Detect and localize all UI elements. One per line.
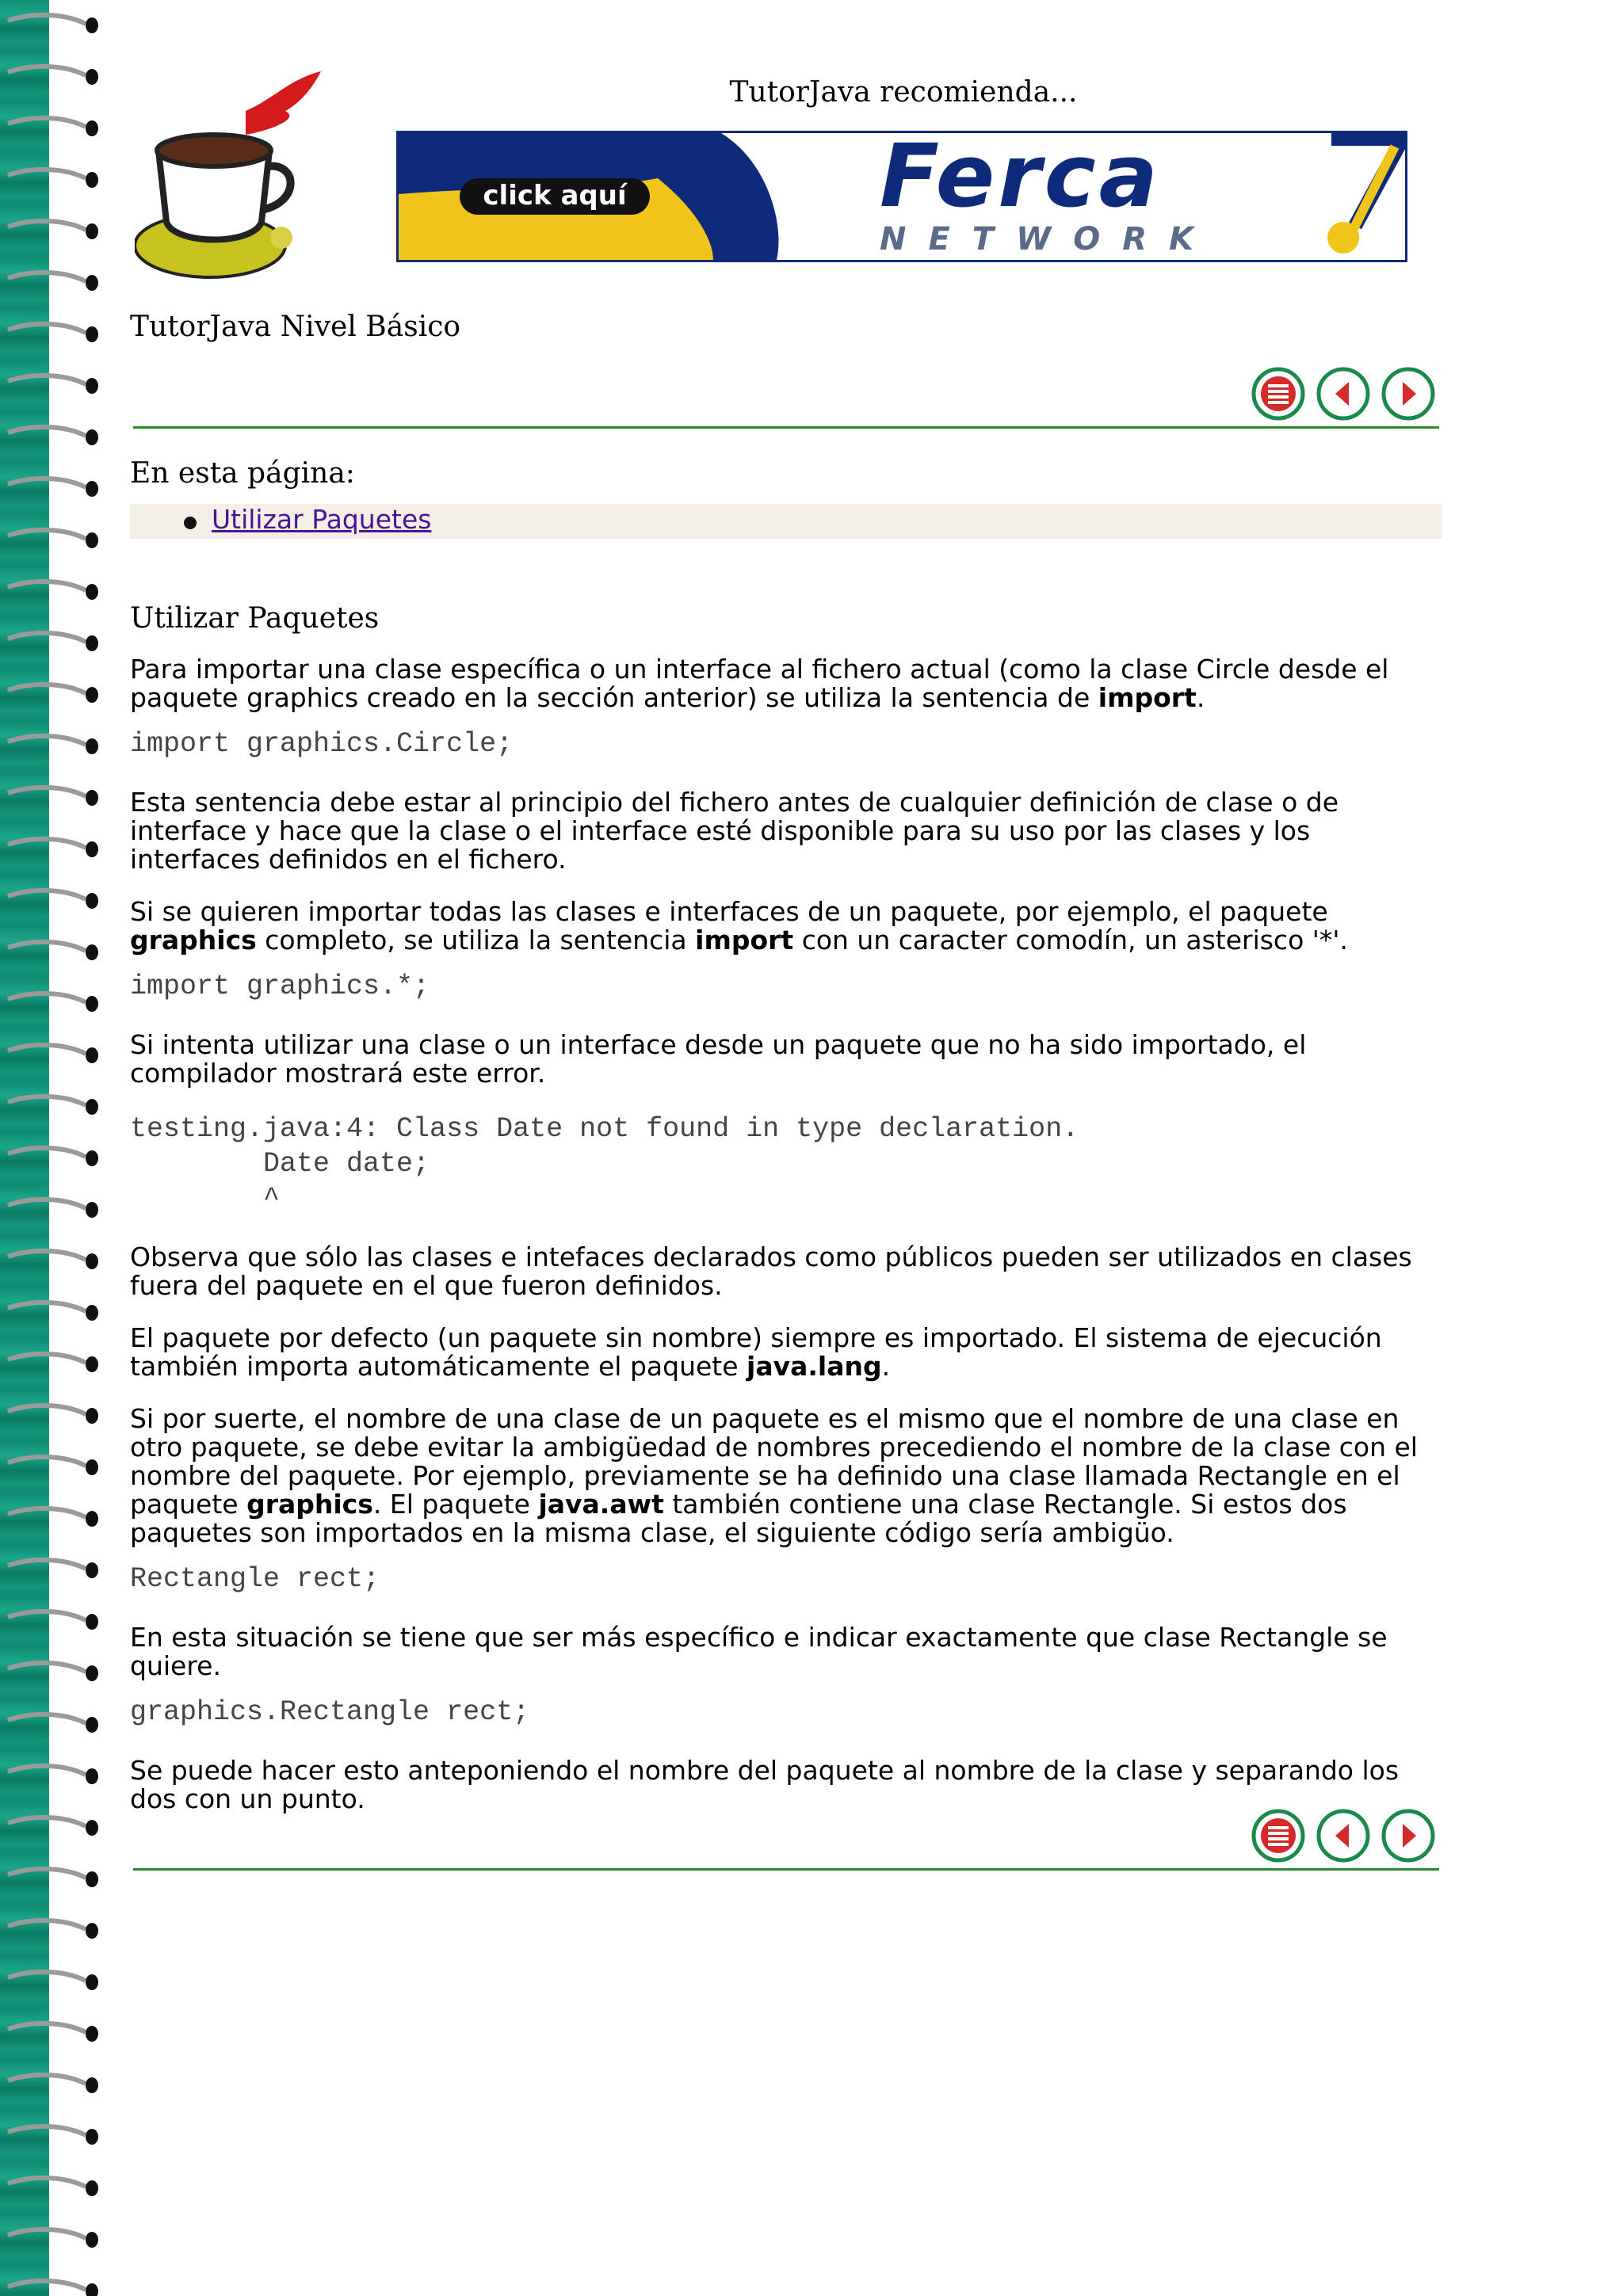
binding-ring: [8, 1663, 98, 1681]
binding-ring: [8, 942, 98, 960]
previous-button[interactable]: [1316, 366, 1371, 421]
binding-ring: [8, 15, 98, 33]
code-error-output: testing.java:4: Class Date not found in type declaration. Date date; ^: [130, 1113, 1079, 1215]
binding-ring: [8, 1766, 98, 1784]
binding-ring: [8, 1199, 98, 1218]
binding-ring: [8, 2281, 98, 2296]
paragraph-2: Esta sentencia debe estar al principio del fichero antes de cualquier definición de clase o de interface y hace que la clase o el interface esté disponible para su uso por las clases y los interfaces definidos en el fichero.: [130, 787, 1339, 875]
top-navigation: [1251, 366, 1436, 421]
binding-ring: [8, 1560, 98, 1578]
binding-ring: [8, 118, 98, 136]
binding-ring: [8, 479, 98, 497]
binding-ring: [8, 1097, 98, 1115]
article: [130, 602, 1445, 1837]
ferca-banner[interactable]: [396, 131, 1407, 262]
code-import-wildcard: import graphics.*;: [130, 971, 430, 1002]
binding-ring: [8, 1920, 98, 1939]
binding-ring: [8, 2229, 98, 2248]
site-title: TutorJava Nivel Básico: [130, 311, 461, 343]
binding-ring: [8, 1972, 98, 1990]
binding-ring: [8, 2075, 98, 2093]
binding-ring: [8, 376, 98, 394]
binding-ring: [8, 427, 98, 445]
binding-ring: [8, 1508, 98, 1527]
recommend-text: TutorJava recomienda...: [729, 76, 1078, 109]
binding-rings: [0, 0, 111, 2296]
binding-ring: [8, 1457, 98, 1475]
bottom-navigation: [1251, 1808, 1436, 1863]
paragraph-3: Si se quieren importar todas las clases e interfaces de un paquete, por ejemplo, el paquete graphics completo, se utiliza la sentencia import con un caracter comodín, un asterisco '*'.: [130, 896, 1348, 955]
binding-ring: [8, 839, 98, 857]
article-title: Utilizar Paquetes: [130, 602, 380, 635]
banner-brand: Ferca: [880, 131, 1161, 227]
code-rectangle: Rectangle rect;: [130, 1563, 380, 1595]
previous-button-bottom[interactable]: [1316, 1808, 1371, 1863]
next-button-bottom[interactable]: [1381, 1808, 1436, 1863]
binding-ring: [8, 1817, 98, 1836]
divider-bottom: [133, 1868, 1439, 1871]
code-graphics-rectangle: graphics.Rectangle rect;: [130, 1696, 530, 1728]
coffee-cup-logo: [135, 63, 341, 285]
binding-ring: [8, 530, 98, 548]
toc-heading: En esta página:: [130, 457, 355, 490]
binding-ring: [8, 1714, 98, 1733]
banner-cta: click aquí: [483, 180, 627, 212]
binding-ring: [8, 221, 98, 239]
binding-ring: [8, 273, 98, 291]
index-button[interactable]: [1251, 366, 1306, 421]
binding-ring: [8, 1869, 98, 1887]
binding-ring: [8, 1045, 98, 1063]
paragraph-1: Para importar una clase específica o un interface al fichero actual (como la clase Circle desde el paquete graphics creado en la sección anterior) se utiliza la sentencia de import.: [130, 654, 1389, 713]
paragraph-6: El paquete por defecto (un paquete sin nombre) siempre es importado. El sistema de ejecución también importa automáticamente el paquete java.lang.: [130, 1322, 1382, 1382]
table-of-contents: [130, 504, 1442, 539]
code-import-circle: import graphics.Circle;: [130, 728, 514, 760]
binding-ring: [8, 582, 98, 600]
binding-ring: [8, 1405, 98, 1424]
binding-ring: [8, 170, 98, 188]
paragraph-9: Se puede hacer esto anteponiendo el nombre del paquete al nombre de la clase y separando los dos con un punto.: [130, 1755, 1400, 1814]
spiral-binding: [0, 0, 111, 2296]
paragraph-7: Si por suerte, el nombre de una clase de un paquete es el mismo que el nombre de una clase en otro paquete, se debe evitar la ambigüedad de nombres precediendo el nombre de la clase con el nombre del paquete. Por ejemplo, previamente se ha definido una clase llamada Rectangle en el paquete graphics. El paquete java.awt también contiene una clase Rectangle. Si estos dos paquetes son importados en la misma clase, el siguiente código sería ambigüo.: [130, 1403, 1418, 1548]
index-button-bottom[interactable]: [1251, 1808, 1306, 1863]
binding-ring: [8, 736, 98, 754]
banner-sub: NETWORK: [880, 221, 1216, 257]
binding-ring: [8, 891, 98, 909]
paragraph-5: Observa que sólo las clases e intefaces declarados como públicos pueden ser utilizados en clases fuera del paquete en el que fueron definidos.: [130, 1241, 1412, 1301]
binding-ring: [8, 2178, 98, 2196]
binding-ring: [8, 1611, 98, 1630]
binding-ring: [8, 685, 98, 703]
binding-ring: [8, 1148, 98, 1166]
binding-ring: [8, 994, 98, 1012]
binding-ring: [8, 633, 98, 651]
binding-ring: [8, 788, 98, 806]
binding-ring: [8, 2023, 98, 2042]
paragraph-4: Si intenta utilizar una clase o un interface desde un paquete que no ha sido importado, el compilador mostrará este error.: [130, 1029, 1307, 1089]
binding-ring: [8, 1251, 98, 1269]
toc-link-utilizar-paquetes[interactable]: Utilizar Paquetes: [212, 504, 432, 535]
bullet-icon: [184, 517, 197, 529]
binding-ring: [8, 67, 98, 85]
binding-ring: [8, 324, 98, 342]
paragraph-8: En esta situación se tiene que ser más específico e indicar exactamente que clase Rectangle se quiere.: [130, 1622, 1388, 1681]
next-button[interactable]: [1381, 366, 1436, 421]
binding-ring: [8, 1302, 98, 1321]
binding-ring: [8, 2126, 98, 2145]
divider-top: [133, 426, 1439, 429]
binding-ring: [8, 1354, 98, 1372]
